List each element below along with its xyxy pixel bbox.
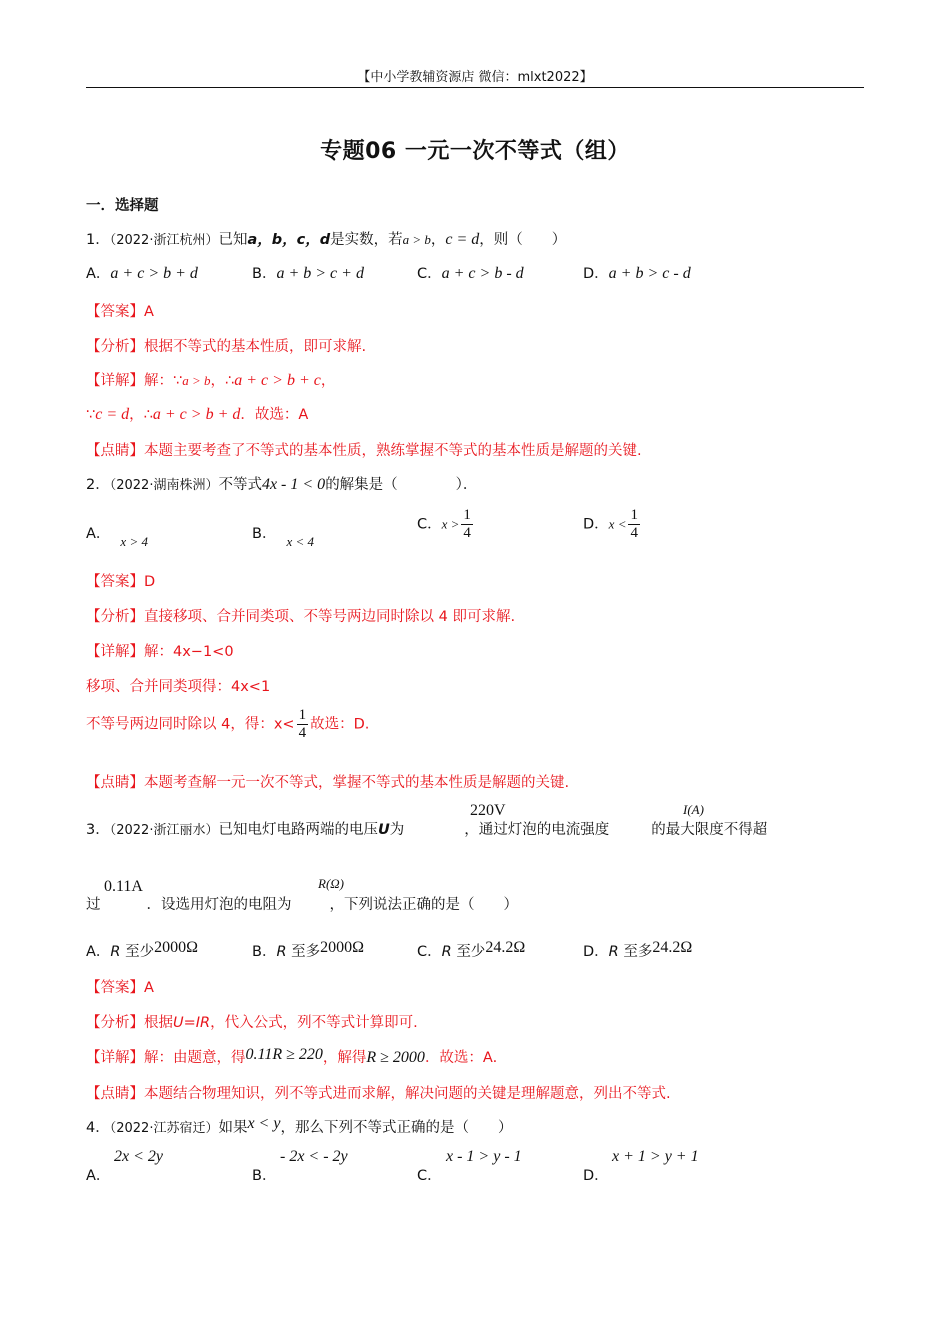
q4-option-b-expr: - 2x < - 2y (280, 1148, 348, 1165)
q2-option-b: B． x < 4 (252, 526, 314, 549)
q4-option-c-expr: x - 1 > y - 1 (446, 1148, 522, 1165)
current-symbol: I(A) (683, 802, 704, 817)
q2-option-c: C．x > $\frac{1}{4}$ (417, 507, 471, 541)
q3-option-d: D．R 至多24.2Ω (583, 939, 693, 960)
q1-analysis: 【分析】根据不等式的基本性质，即可求解. (86, 339, 367, 355)
q1-option-a: A．a + c > b + d (86, 265, 198, 282)
q4-option-a-expr: 2x < 2y (114, 1148, 163, 1165)
q2-detail-line1: 【详解】解：4x−1<0 (86, 644, 234, 660)
current-max-value: 0.11A (104, 878, 143, 895)
q4-stem: 4．（2022·江苏宿迁）如果x < y，那么下列不等式正确的是（ ） (86, 1115, 513, 1136)
q4-option-d-expr: x + 1 > y + 1 (612, 1148, 699, 1165)
page-title: 专题06 一元一次不等式（组） (320, 139, 630, 164)
q2-detail-line2: 移项、合并同类项得：4x<1 (86, 679, 271, 695)
page-header: 【中小学教辅资源店 微信：mlxt2022】 (357, 70, 593, 85)
q1-answer: 【答案】A (86, 304, 154, 320)
q2-option-d: D．x < $\frac{1}{4}$ (583, 507, 638, 541)
q2-analysis: 【分析】直接移项、合并同类项、不等号两边同时除以 4 即可求解. (86, 609, 516, 625)
q3-stem-line2: 过 ．设选用灯泡的电阻为 ，下列说法正确的是（ ） (86, 897, 518, 913)
fraction-one-quarter: $\frac{1}{4}$ (463, 507, 471, 541)
q2-detail-line3: 不等号两边同时除以 4，得：x< $\frac{1}{4}$ 故选：D. (86, 707, 370, 741)
resistance-symbol: R(Ω) (318, 876, 344, 891)
fraction-one-quarter: $\frac{1}{4}$ (298, 707, 307, 741)
q1-comment: 【点睛】本题主要考查了不等式的基本性质，熟练掌握不等式的基本性质是解题的关键. (86, 443, 642, 459)
q4-option-a: A． (86, 1168, 111, 1184)
q2-answer: 【答案】D (86, 574, 156, 590)
header-rule (86, 87, 864, 88)
q3-option-a: A．R 至少2000Ω (86, 939, 198, 960)
q2-stem: 2．（2022·湖南株洲）不等式4x - 1 < 0的解集是（ ）． (86, 476, 478, 493)
voltage-value: 220V (470, 802, 506, 819)
q1-detail-line1: 【详解】解：∵a > b，∴a + c > b + c， (86, 372, 336, 389)
q1-option-b: B．a + b > c + d (252, 265, 364, 282)
q3-stem-line1: 3．（2022·浙江丽水）已知电灯电路两端的电压U为 ，通过灯泡的电流强度 的最大限度不得超 (86, 822, 768, 838)
section-heading: 一．选择题 (86, 198, 159, 214)
q1-option-d: D．a + b > c - d (583, 265, 691, 282)
q2-comment: 【点睛】本题考查解一元一次不等式，掌握不等式的基本性质是解题的关键. (86, 775, 570, 791)
q3-option-c: C．R 至少24.2Ω (417, 939, 526, 960)
fraction-one-quarter: $\frac{1}{4}$ (630, 507, 638, 541)
q4-option-d: D． (583, 1168, 609, 1184)
q2-option-a: A． x > 4 (86, 526, 148, 549)
q3-analysis: 【分析】根据U=IR，代入公式，列不等式计算即可. (86, 1015, 418, 1031)
q3-answer: 【答案】A (86, 980, 154, 996)
q1-option-c: C．a + c > b - d (417, 265, 524, 282)
q1-stem: 1．（2022·浙江杭州）已知a，b，c，d是实数，若a > b，c = d，则（ ） (86, 231, 567, 248)
q4-option-c: C． (417, 1168, 442, 1184)
q1-detail-line2: ∵c = d，∴a + c > b + d．故选：A (86, 406, 309, 423)
q3-detail: 【详解】解：由题意，得0.11R ≥ 220，解得R ≥ 2000．故选：A. (86, 1046, 498, 1066)
q3-option-b: B．R 至多2000Ω (252, 939, 365, 960)
q4-option-b: B． (252, 1168, 277, 1184)
q3-comment: 【点睛】本题结合物理知识，列不等式进而求解，解决问题的关键是理解题意，列出不等式. (86, 1086, 671, 1102)
